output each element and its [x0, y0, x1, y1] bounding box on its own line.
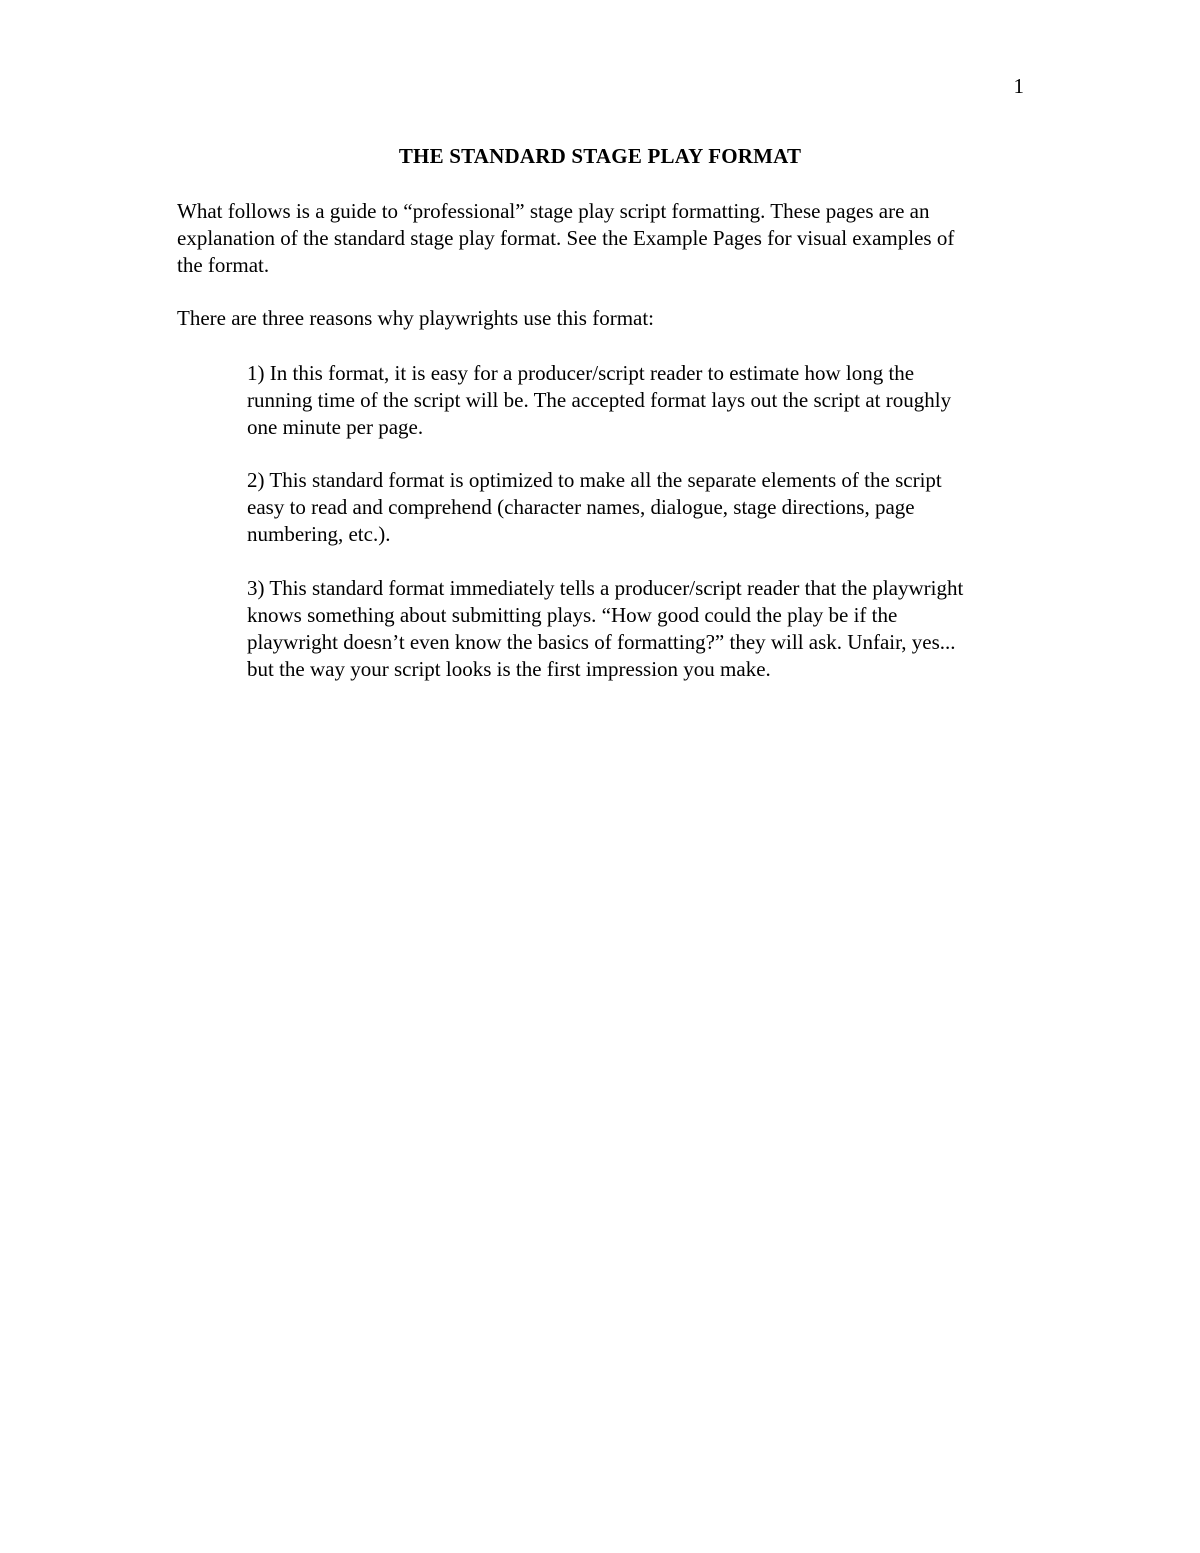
- document-title: THE STANDARD STAGE PLAY FORMAT: [398, 144, 802, 168]
- intro-paragraph: What follows is a guide to “professional” stage play script formatting. These pages are an explanation of the standard stage play format. See the Example Pages for visual examples of the format.: [177, 199, 955, 277]
- page-number: 1: [1013, 74, 1024, 98]
- reason-item-2: 2) This standard format is optimized to make all the separate elements of the script easy to read and comprehend (character names, dialogue, stage directions, page numbering, etc.).: [247, 468, 942, 546]
- reasons-intro-paragraph: There are three reasons why playwrights use this format:: [177, 306, 655, 330]
- reason-item-1: 1) In this format, it is easy for a producer/script reader to estimate how long the running time of the script will be. The accepted format lays out the script at roughly one minute per page.: [247, 361, 952, 439]
- reason-item-3: 3) This standard format immediately tells a producer/script reader that the playwright knows something about submitting plays. “How good could the play be if the playwright doesn’t even know the basics of formatting?” they will ask. Unfair, yes... but the way your script looks is the first impression you make.: [247, 576, 964, 681]
